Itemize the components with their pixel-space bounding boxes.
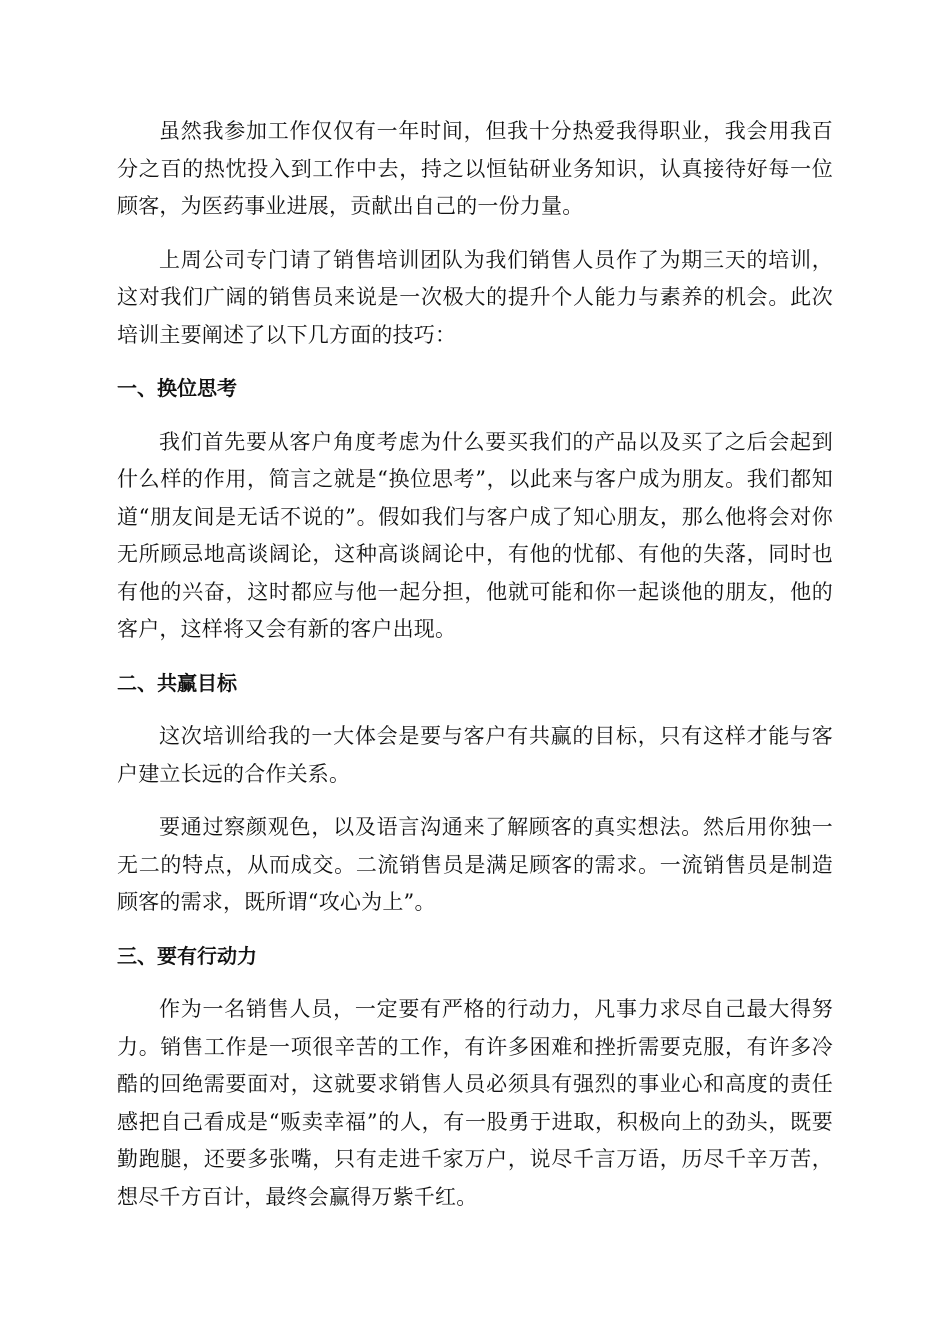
intro-paragraph-2: 上周公司专门请了销售培训团队为我们销售人员作了为期三天的培训，这对我们广阔的销售员来说是一次极大的提升个人能力与素养的机会。此次培训主要阐述了以下几方面的技巧： [117,247,833,347]
section-2-paragraph-1: 这次培训给我的一大体会是要与客户有共赢的目标，只有这样才能与客户建立长远的合作关系。 [117,724,833,786]
intro-paragraph-1: 虽然我参加工作仅仅有一年时间，但我十分热爱我得职业，我会用我百分之百的热忱投入到工作中去，持之以恒钻研业务知识，认真接待好每一位顾客，为医药事业进展，贡献出自己的一份力量。 [117,119,833,218]
section-2-paragraph-2: 要通过察颜观色，以及语言沟通来了解顾客的真实想法。然后用你独一无二的特点，从而成交。二流销售员是满足顾客的需求。一流销售员是制造顾客的需求，既所谓“攻心为上”。 [117,815,833,914]
section-3-paragraph-1: 作为一名销售人员，一定要有严格的行动力，凡事力求尽自己最大得努力。销售工作是一项很辛苦的工作，有许多困难和挫折需要克服，有许多冷酷的回绝需要面对，这就要求销售人员必须具有强烈的事业心和高度的责任感把自己看成是“贩卖幸福”的人，有一股勇于进取，积极向上的劲头，既要勤跑腿，还要多张嘴，只有走进千家万户，说尽千言万语，历尽千辛万苦，想尽千方百计，最终会赢得万紫千红。 [117,997,833,1209]
document-page [117,113,833,1232]
section-1-paragraph-1: 我们首先要从客户角度考虑为什么要买我们的产品以及买了之后会起到什么样的作用，简言之就是“换位思考”，以此来与客户成为朋友。我们都知道“朋友间是无话不说的”。假如我们与客户成了知心朋友，那么他将会对你无所顾忌地高谈阔论，这种高谈阔论中，有他的忧郁、有他的失落，同时也有他的兴奋，这时都应与他一起分担，他就可能和你一起谈他的朋友，他的客户，这样将又会有新的客户出现。 [117,429,833,641]
section-heading-3: 三、要有行动力 [117,943,257,968]
section-heading-2: 二、共赢目标 [117,670,237,695]
section-heading-1: 一、换位思考 [117,376,237,400]
